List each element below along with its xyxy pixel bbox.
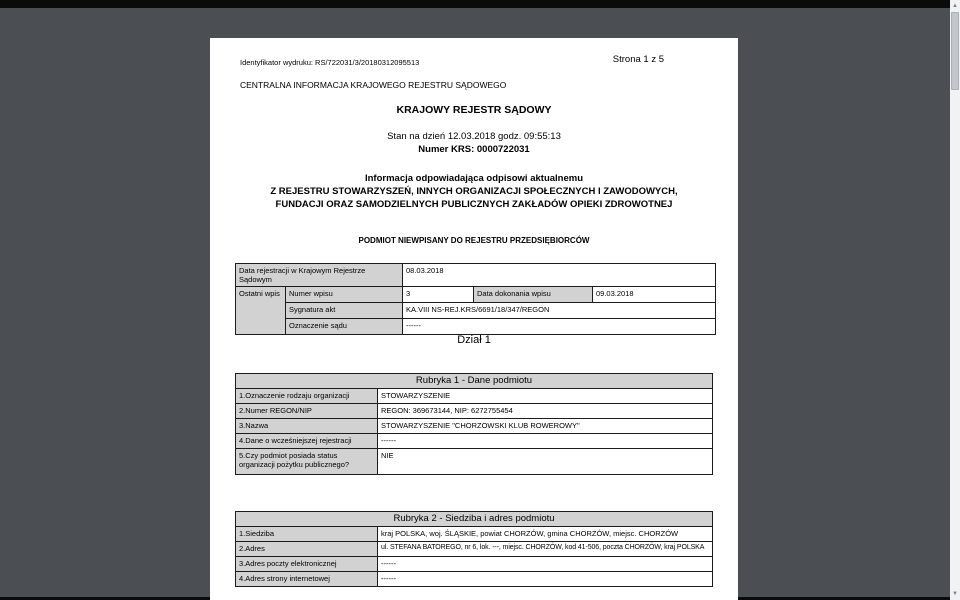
subtitle-line-1: Informacja odpowiadająca odpisowi aktualnemu: [364, 173, 584, 184]
krs-number-line: Numer KRS: 0000722031: [418, 144, 530, 155]
scrollbar-up-icon[interactable]: ▲: [952, 3, 958, 9]
not-in-business-register-notice: PODMIOT NIEWPISANY DO REJESTRU PRZEDSIĘBIORCÓW: [358, 236, 590, 245]
print-identifier: Identyfikator wydruku: RS/722031/3/20180312095513: [240, 58, 420, 67]
registration-date-label: Data rejestracji w Krajowym Rejestrze Sądowym: [236, 264, 403, 287]
table-row: [236, 286, 716, 302]
field-value: ul. STEFANA BATOREGO, nr 6, lok. ---, miejsc. CHORZÓW, kod 41-506, poczta CHORZÓW, kraj POLSKA: [378, 542, 713, 557]
field-value: STOWARZYSZENIE: [378, 389, 713, 404]
table-row: [236, 318, 716, 334]
table-row: [236, 264, 716, 287]
field-value: REGON: 369673144, NIP: 6272755454: [378, 404, 713, 419]
table-row: [236, 527, 713, 542]
table-row: [236, 374, 713, 389]
entry-number-value: 3: [403, 286, 474, 302]
page-indicator: Strona 1 z 5: [612, 54, 664, 65]
table-row: [236, 449, 713, 475]
rubryka-1-header: Rubryka 1 - Dane podmiotu: [236, 374, 713, 389]
court-designation-label: Oznaczenie sądu: [286, 318, 403, 334]
table-row: [236, 512, 713, 527]
field-value: ------: [378, 557, 713, 572]
field-label: 3.Adres poczty elektronicznej: [236, 557, 378, 572]
last-entry-label: Ostatni wpis: [236, 286, 286, 334]
court-designation-value: ------: [403, 318, 716, 334]
field-label: 5.Czy podmiot posiada status organizacji pożytku publicznego?: [236, 449, 378, 475]
field-value: STOWARZYSZENIE "CHORZOWSKI KLUB ROWEROWY": [378, 419, 713, 434]
field-label: 4.Adres strony internetowej: [236, 572, 378, 587]
table-row: [236, 572, 713, 587]
field-value: NIE: [378, 449, 713, 475]
field-value: ------: [378, 572, 713, 587]
field-label: 1.Oznaczenie rodzaju organizacji: [236, 389, 378, 404]
section-heading: Dział 1: [457, 334, 491, 346]
field-value: ------: [378, 434, 713, 449]
rubryka-2-header: Rubryka 2 - Siedziba i adres podmiotu: [236, 512, 713, 527]
table-row: [236, 389, 713, 404]
issuing-authority-line: CENTRALNA INFORMACJA KRAJOWEGO REJESTRU SĄDOWEGO: [240, 80, 507, 90]
field-label: 3.Nazwa: [236, 419, 378, 434]
rubryka-2-table: [235, 511, 713, 587]
table-row: [236, 419, 713, 434]
entry-date-label: Data dokonania wpisu: [474, 286, 593, 302]
field-label: 2.Numer REGON/NIP: [236, 404, 378, 419]
case-signature-label: Sygnatura akt: [286, 302, 403, 318]
field-label: 1.Siedziba: [236, 527, 378, 542]
document-title: KRAJOWY REJESTR SĄDOWY: [396, 104, 552, 116]
table-row: [236, 434, 713, 449]
subtitle-line-3: FUNDACJI ORAZ SAMODZIELNYCH PUBLICZNYCH ZAKŁADÓW OPIEKI ZDROWOTNEJ: [275, 199, 673, 210]
table-row: [236, 542, 713, 557]
entry-date-value: 09.03.2018: [593, 286, 716, 302]
field-value: kraj POLSKA, woj. ŚLĄSKIE, powiat CHORZÓW, gmina CHORZÓW, miejsc. CHORZÓW: [378, 527, 713, 542]
table-row: [236, 302, 716, 318]
subtitle-line-2: Z REJESTRU STOWARZYSZEŃ, INNYCH ORGANIZACJI SPOŁECZNYCH I ZAWODOWYCH,: [270, 186, 678, 197]
scrollbar-down-icon[interactable]: ▼: [952, 591, 958, 597]
scrollbar-thumb[interactable]: [951, 12, 959, 90]
rubryka-1-table: [235, 373, 713, 475]
entry-number-label: Numer wpisu: [286, 286, 403, 302]
vertical-scrollbar[interactable]: [950, 0, 960, 600]
state-as-of-line: Stan na dzień 12.03.2018 godz. 09:55:13: [387, 131, 561, 142]
field-label: 4.Dane o wcześniejszej rejestracji: [236, 434, 378, 449]
document-page: [210, 38, 738, 600]
field-label: 2.Adres: [236, 542, 378, 557]
case-signature-value: KA.VIII NS-REJ.KRS/6691/18/347/REGON: [403, 302, 716, 318]
registration-date-value: 08.03.2018: [403, 264, 716, 287]
table-row: [236, 557, 713, 572]
registration-info-table: [235, 263, 716, 335]
table-row: [236, 404, 713, 419]
